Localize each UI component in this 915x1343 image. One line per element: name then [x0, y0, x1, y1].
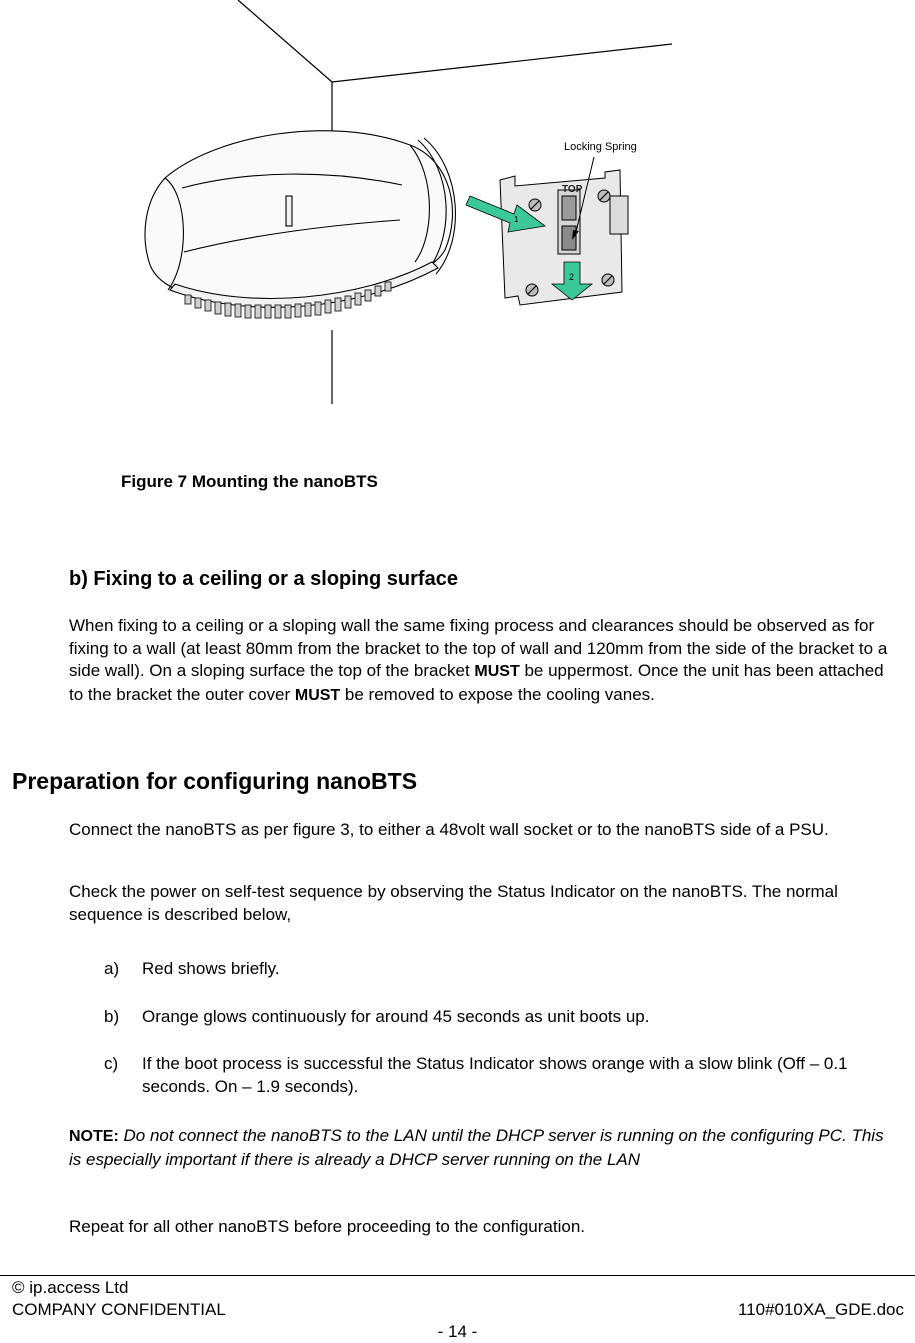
note-label: NOTE:: [69, 1128, 119, 1145]
section-heading-ceiling: b) Fixing to a ceiling or a sloping surface: [69, 568, 458, 590]
footer-confidential: COMPANY CONFIDENTIAL: [12, 1300, 226, 1319]
list-marker: c): [104, 1054, 119, 1073]
emphasis-must: MUST: [294, 686, 341, 704]
list-item: [104, 958, 864, 981]
list-text: Orange glows continuously for around 45 seconds as unit boots up.: [142, 1007, 650, 1026]
check-paragraph: Check the power on self-test sequence by observing the Status Indicator on the nanoBTS. The normal sequence is described below,: [69, 882, 838, 924]
footer-copyright: © ip.access Ltd: [12, 1278, 129, 1297]
footer-divider: [0, 1275, 915, 1276]
figure-caption: Figure 7 Mounting the nanoBTS: [121, 472, 378, 491]
svg-text:2: 2: [569, 272, 575, 282]
footer-doc-ref: 110#010XA_GDE.doc: [737, 1300, 904, 1319]
list-text: Red shows briefly.: [142, 959, 280, 978]
connect-paragraph: Connect the nanoBTS as per figure 3, to either a 48volt wall socket or to the nanoBTS side of a PSU.: [69, 820, 829, 839]
list-item: [104, 1053, 864, 1098]
list-text: If the boot process is successful the Status Indicator shows orange with a slow blink (Off – 0.1 seconds. On – 1.9 seconds).: [142, 1054, 848, 1096]
list-marker: a): [104, 959, 120, 978]
list-item: [104, 1006, 864, 1029]
nanobts-unit: [145, 131, 455, 318]
footer-page-number: - 14 -: [437, 1322, 478, 1341]
note-paragraph: [69, 1125, 889, 1171]
list-marker: b): [104, 1007, 120, 1026]
locking-spring-label: Locking Spring: [564, 141, 637, 153]
note-text: Do not connect the nanoBTS to the LAN until the DHCP server is running on the configuring PC. This is especially important if there is already a DHCP server running on the LAN: [69, 1126, 884, 1169]
repeat-paragraph: Repeat for all other nanoBTS before proceeding to the configuration.: [69, 1217, 586, 1236]
ceiling-paragraph: When fixing to a ceiling or a sloping wall the same fixing process and clearances should be observed as for fixing to a wall (at least 80mm from the bracket to the top of wall and 120mm from the side of the bracket to a side wall). On a sloping surface the top of the bracket MUST be uppermost. Once the unit has been attached to the bracket the outer cover MUST be removed to expose the cooling vanes.: [69, 616, 888, 704]
bracket-top-label: TOP: [562, 184, 583, 195]
svg-text:1: 1: [514, 215, 519, 224]
emphasis-must: MUST: [474, 663, 520, 680]
mounting-figure: [0, 0, 915, 440]
section-heading-preparation: Preparation for configuring nanoBTS: [12, 768, 418, 794]
